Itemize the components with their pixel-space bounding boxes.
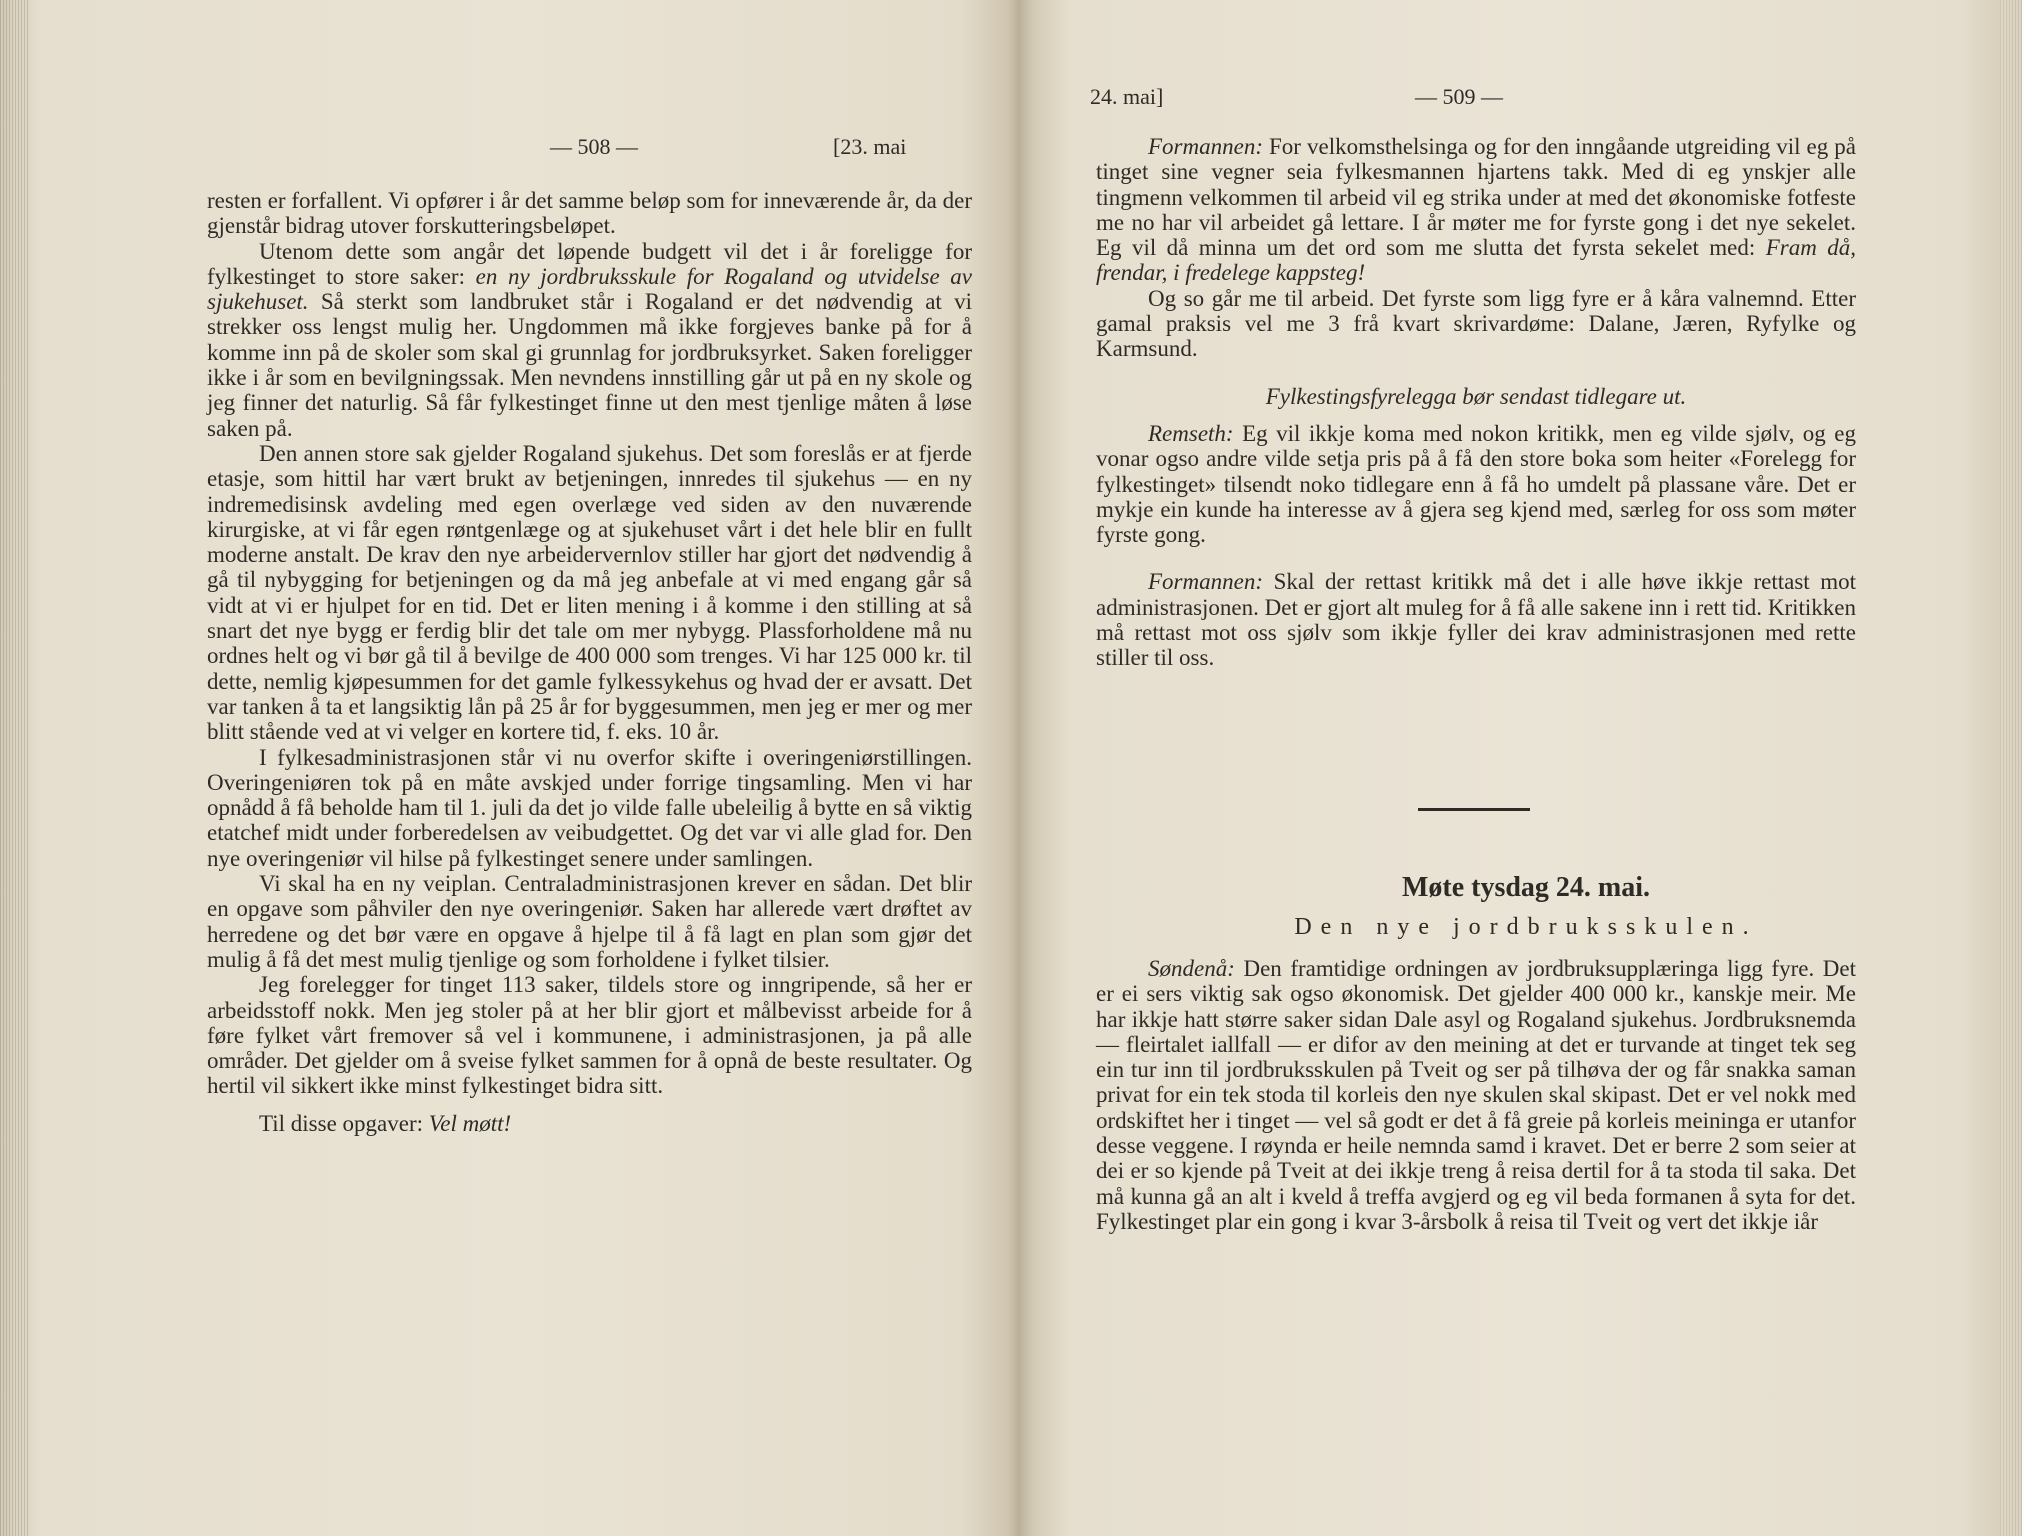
paragraph: Formannen: Skal der rettast kritikk må det i alle høve ikkje rettast mot administrasjonen. Det er gjort alt muleg for å få alle sakene inn i rett tid. Kritikken må rettast mot oss sjølv som ikkje fyller dei krav administrasjonen med rette stiller til oss. xyxy=(1096,569,1857,671)
right-page-body-continued xyxy=(1096,956,1856,1234)
page-edge-stack-right xyxy=(2000,0,2022,1536)
closing-line: Til disse opgaver: Vel møtt! xyxy=(259,1110,512,1136)
quote: Fram då, frendar, i fredelege kappsteg! xyxy=(1096,235,1857,286)
page-edge-stack xyxy=(0,0,30,1536)
right-page-number: — 509 — xyxy=(1415,84,1503,109)
paragraph: Søndenå: Den framtidige ordningen av jordbruksupplæringa ligg fyre. Det er ei sers viktig sak ogso økonomisk. Det gjelder 400 000 kr., kanskje meir. Me har ikkje hatt større saker sidan Dale asyl og Rogaland sjukehus. Jordbruksnemda — fleirtalet iallfall — er difor av den meining at det er turvande at tinget tek seg ein tur inn til jordbruksskulen på Tveit og ser på tilhøva der og får snakka saman privat for ein tek stoda til korleis den nye skulen skal skipast. Det er vel nokk med ordskiftet her i tinget — vel så godt er det å få greie på korleis meininga er utanfor desse veggene. I røynda er heile nemnda samd i kravet. Det er berre 2 som seier at dei er so kjende på Tveit at dei ikkje treng å reisa dertil for å ta stoda til saka. Det må kunna gå an alt i kveld å treffa avgjerd og eg vil beda formanen å syta for det. Fylkestinget plar ein gong i kvar 3-årsbolk å reisa til Tveit og vert det ikkje iår xyxy=(1096,956,1856,1234)
speaker-name: Remseth: xyxy=(1148,420,1234,446)
speaker-name: Søndenå: xyxy=(1148,956,1235,981)
paragraph: Og so går me til arbeid. Det fyrste som ligg fyre er å kåra valnemnd. Etter gamal praksis vel me 3 frå kvart skrivardøme: Dalane, Jæren, Ryfylke og Karmsund. xyxy=(1096,285,1856,362)
paragraph: Den annen store sak gjelder Rogaland sjukehus. Det som foreslås er at fjerde etasje, som hittil har vært brukt av betjeningen, innredes til sjukehus — en ny indremedisinsk avdeling med egen overlæge ved siden av den nuværende kirurgiske, at vi får egen røntgenlæge og at sjukehuset vårt i det hele blir en fullt moderne anstalt. De krav den nye arbeidervernlov stiller har gjort det nødvendig å gå til nybygging for betjeningen og da må jeg anbefale at vi med engang går så vidt at vi er hjulpet for en tid. Det er liten mening i å komme i den stilling at så snart det nye bygg er ferdig blir det tale om mer nybygg. Plassforholdene må nu ordnes helt og vi bør gå til å bevilge de 400 000 som trenges. Vi har 125 000 kr. til dette, nemlig kjøpesummen for det gamle fylkessykehus og hvad der er avsatt. Det var tanken å ta et langsiktig lån på 25 år for byggesummen, men jeg er mer og mer blitt stående ved at vi velger en kortere tid, f. eks. 10 år. xyxy=(207,440,972,745)
closing-phrase: Vel møtt! xyxy=(428,1110,512,1136)
left-page-date: [23. mai xyxy=(833,134,907,159)
paragraph: resten er forfallent. Vi opfører i år det samme beløp som for inneværende år, da der gjenstår bidrag utover forskutteringsbeløpet. xyxy=(207,188,972,239)
paragraph: Remseth: Eg vil ikkje koma med nokon kritikk, men eg vilde sjølv, og eg vonar ogso andre vilde setja pris på å få den store boka som heiter «Forelegg for fylkestinget» tilsendt noko tidlegare enn å få ho umdelt på plassane våre. Det er mykje ein kunde ha interesse av å gjera seg kjend med, særleg for oss som møter fyrste gong. xyxy=(1096,420,1857,548)
left-page-body xyxy=(207,188,972,1136)
section-title: Den nye jordbruksskulen. xyxy=(1294,914,1758,940)
left-page-number: — 508 — xyxy=(550,134,638,159)
right-page-body xyxy=(1096,134,1856,671)
subheading: Fylkestingsfyrelegga bør sendast tidlegare ut. xyxy=(1265,383,1687,409)
right-page-date: 24. mai] xyxy=(1090,84,1164,109)
speaker-name: Formannen: xyxy=(1148,134,1263,159)
italic-phrase: en ny jordbruksskule for Rogaland og utvidelse av sjukehuset. xyxy=(207,263,972,315)
paragraph: Formannen: For velkomsthelsinga og for den inngåande utgreiding vil eg på tinget sine vegner seia fylkesmannen hjartens takk. Med di eg ynskjer alle tingmenn velkommen til arbeid vil eg strika under at med det økonomiske fotfeste me no har vil arbeidet gå lettare. I år møter me for fyrste gong i det nye sekelet. Eg vil då minna um det ord som me slutta det fyrsta sekelet med: Fram då, frendar, i fredelege kappsteg! xyxy=(1096,134,1857,286)
meeting-title: Møte tysdag 24. mai. xyxy=(1401,872,1651,903)
paragraph: Utenom dette som angår det løpende budgett vil det i år foreligge for fylkestinget to store saker: en ny jordbruksskule for Rogaland og utvidelse av sjukehuset. Så sterkt som landbruket står i Rogaland er det nødvendig at vi strekker oss lengst mulig her. Ungdommen må ikke forgjeves banke på for å komme inn på de skoler som skal gi grunnlag for jordbruksyrket. Saken foreligger ikke i år som en bevilgningssak. Men nevndens innstilling går ut på en ny skole og jeg finner det naturlig. Så får fylkestinget finne ut den mest tjenlige måten å løse saken på. xyxy=(207,238,972,441)
paragraph: I fylkesadministrasjonen står vi nu overfor skifte i overingeniørstillingen. Overingeniøren tok på en måte avskjed under forrige tingsamling. Men vi har opnådd å få beholde ham til 1. juli da det jo vilde falle ubeleilig å bytte en så viktig etatchef midt under forberedelsen av veibudgettet. Og det var vi alle glad for. Den nye overingeniør vil hilse på fylkestinget senere under samlingen. xyxy=(207,744,972,871)
paragraph: Jeg forelegger for tinget 113 saker, tildels store og inngripende, så her er arbeidsstoff nokk. Men jeg stoler på at her blir gjort et målbevisst arbeide for å føre fylket vårt fremover så vel i kommunene, i administrasjonen, ja på alle områder. Det gjelder om å sveise fylket sammen for å opnå de beste resultater. Og hertil vil sikkert ikke minst fylkestinget bidra sitt. xyxy=(207,972,972,1099)
paragraph: Vi skal ha en ny veiplan. Centraladministrasjonen krever en sådan. Det blir en opgave som påhviler den nye overingeniør. Saken har allerede vært drøftet av herredene og det bør være en opgave å hjelpe til å få lagt en plan som gjør det mulig å få det mest mulig tjenlige og som forholdene i fylket tilsier. xyxy=(207,871,972,972)
section-divider xyxy=(1418,808,1530,811)
speaker-name: Formannen: xyxy=(1148,569,1263,595)
